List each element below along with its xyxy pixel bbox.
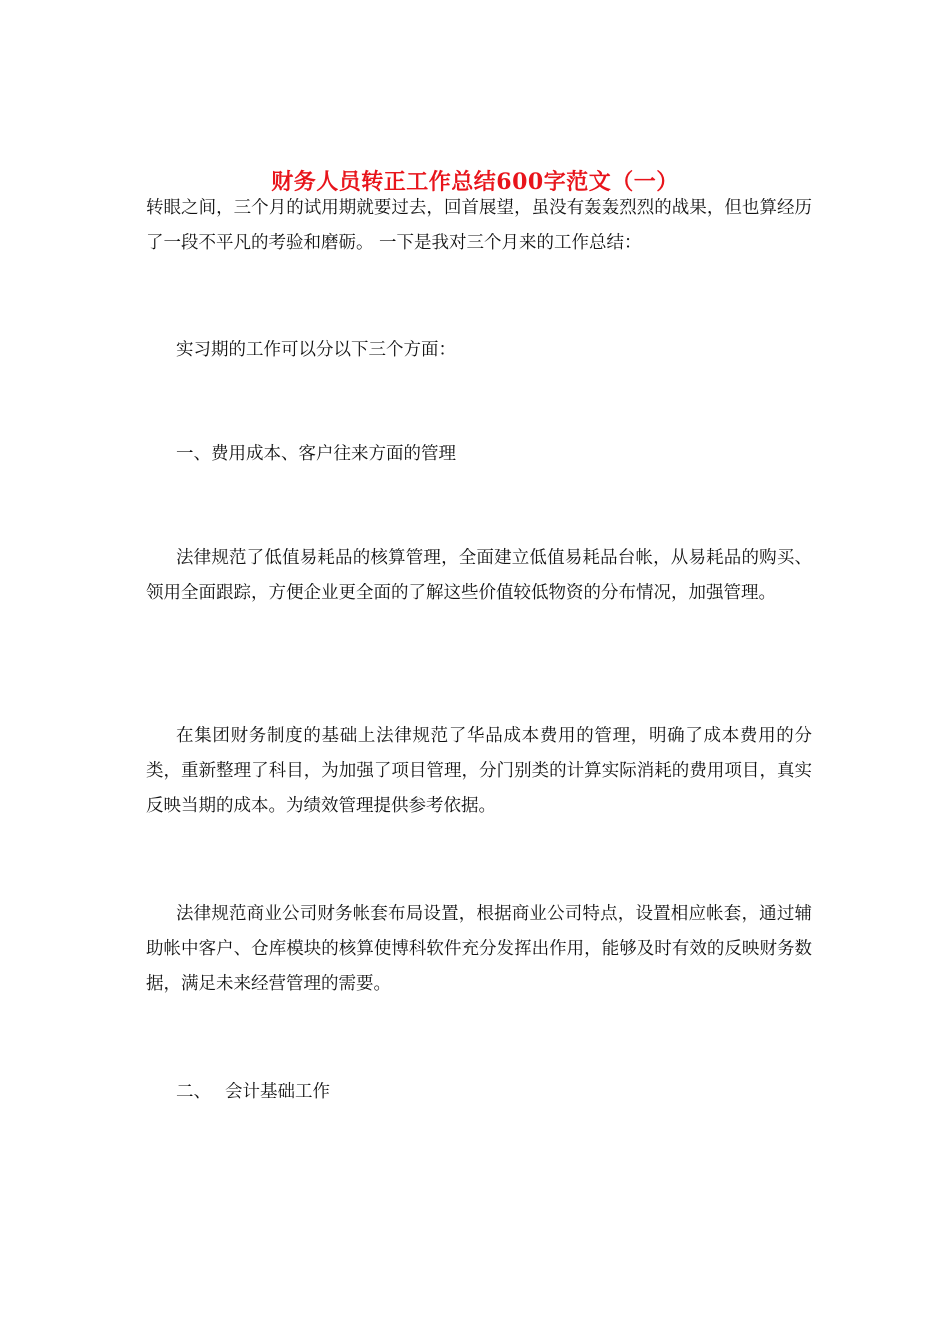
body-paragraph-3: 法律规范商业公司财务帐套布局设置，根据商业公司特点，设置相应帐套，通过辅助帐中客户、仓库模块的核算使博科软件充分发挥出作用，能够及时有效的反映财务数据，满足未来经营管理的需要。 [146, 904, 812, 994]
page-title: 财务人员转正工作总结600字范文（一） [271, 168, 679, 195]
section-heading-1: 一、费用成本、客户往来方面的管理 [176, 444, 456, 464]
body-paragraph-1: 法律规范了低值易耗品的核算管理，全面建立低值易耗品台帐，从易耗品的购买、领用全面跟踪，方便企业更全面的了解这些价值较低物资的分布情况，加强管理。 [146, 548, 812, 603]
section-heading-2 [146, 1075, 812, 1110]
intro-paragraph: 转眼之间，三个月的试用期就要过去，回首展望，虽没有轰轰烈烈的战果，但也算经历了一段不平凡的考验和磨砺。 一下是我对三个月来的工作总结： [146, 198, 812, 253]
section-title: 会计基础工作 [225, 1082, 330, 1102]
overview-paragraph: 实习期的工作可以分以下三个方面： [176, 340, 456, 360]
body-paragraph-2: 在集团财务制度的基础上法律规范了华品成本费用的管理，明确了成本费用的分类，重新整理了科目，为加强了项目管理，分门别类的计算实际消耗的费用项目，真实反映当期的成本。为绩效管理提供参考依据。 [146, 726, 812, 816]
section-number: 二、 [176, 1082, 211, 1102]
